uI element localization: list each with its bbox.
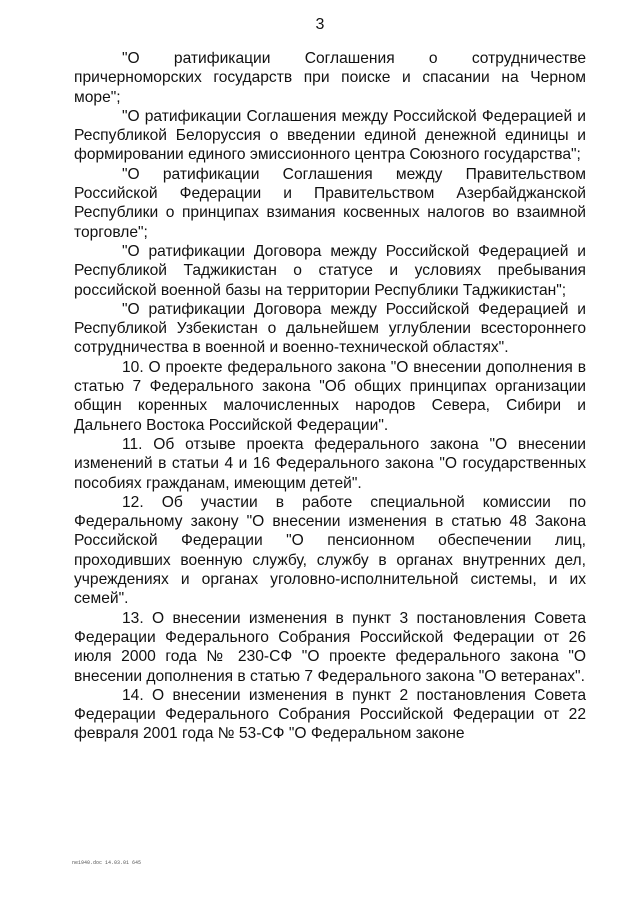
- paragraph: 10. О проекте федерального закона "О внесении дополнения в статью 7 Федерального закона "Об общих принципах организации общин коренных малочисленных народов Севера, Сибири и Дальнего Востока Российской Федерации".: [74, 358, 586, 434]
- paragraph: "О ратификации Договора между Российской Федерацией и Республикой Узбекистан о дальнейшем углублении всестороннего сотрудничества в военной и военно-технической областях".: [74, 300, 586, 357]
- paragraph: 12. Об участии в работе специальной комиссии по Федеральному закону "О внесении изменения в статью 48 Закона Российской Федерации "О пенсионном обеспечении лиц, проходивших военную службу, службу в органах внутренних дел, учреждениях и органах уголовно-исполнительной системы, и их семей".: [74, 493, 586, 608]
- paragraph: "О ратификации Соглашения между Российской Федерацией и Республикой Белоруссия о введении единой денежной единицы и формировании единого эмиссионного центра Союзного государства";: [74, 107, 586, 164]
- document-body: [74, 49, 586, 744]
- paragraph: 13. О внесении изменения в пункт 3 постановления Совета Федерации Федерального Собрания Российской Федерации от 26 июля 2000 года № 230-СФ "О проекте федерального закона "О внесении дополнения в статью 7 Федерального закона "О ветеранах".: [74, 609, 586, 685]
- page-number: 3: [315, 16, 325, 33]
- paragraph: "О ратификации Договора между Российской Федерацией и Республикой Таджикистан о статусе и условиях пребывания российской военной базы на территории Республики Таджикистан";: [74, 242, 586, 299]
- paragraph: "О ратификации Соглашения между Правительством Российской Федерации и Правительством Азербайджанской Республики о принципах взимания косвенных налогов во взаимной торговле";: [74, 165, 586, 241]
- paragraph: 11. Об отзыве проекта федерального закона "О внесении изменений в статьи 4 и 16 Федерального закона "О государственных пособиях гражданам, имеющим детей".: [74, 435, 586, 492]
- paragraph: "О ратификации Соглашения о сотрудничестве причерноморских государств при поиске и спасании на Черном море";: [74, 50, 586, 106]
- paragraph: 14. О внесении изменения в пункт 2 постановления Совета Федерации Федерального Собрания Российской Федерации от 22 февраля 2001 года № 53-СФ "О Федеральном законе: [74, 686, 586, 743]
- file-footer: ne1940.doc 14.03.01 645: [72, 860, 142, 866]
